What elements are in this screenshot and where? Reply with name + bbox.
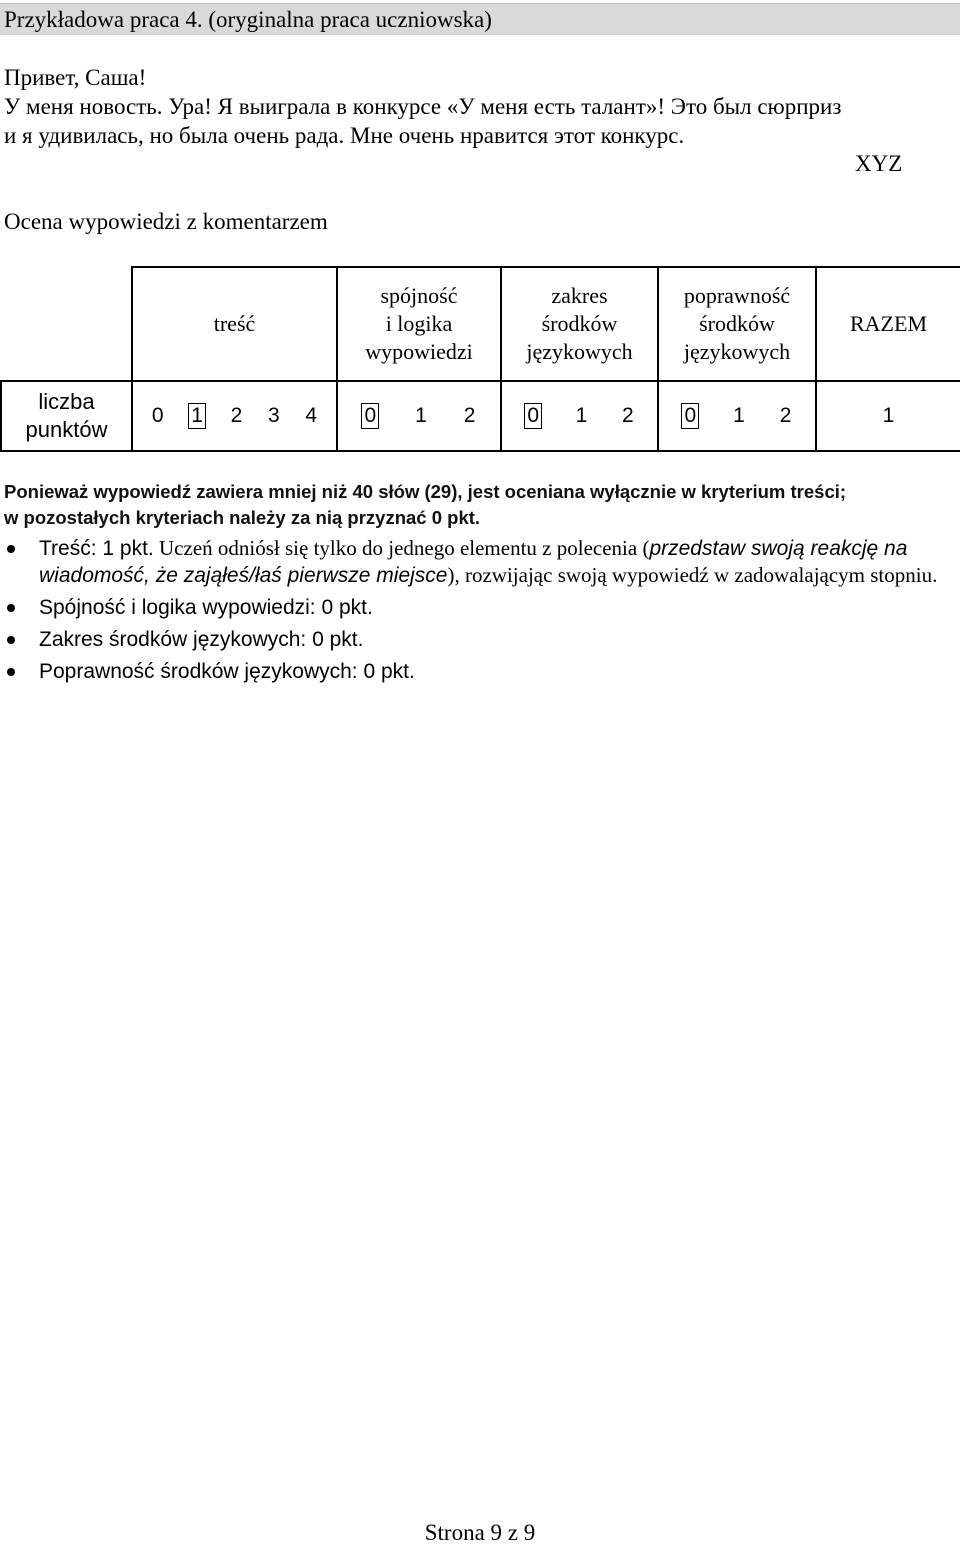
letter-line: и я удивилась, но была очень рада. Мне очень нравится этот конкурс. xyxy=(4,123,685,148)
criteria-item-range xyxy=(4,626,958,653)
criteria-prefix: Zakres środków językowych: 0 pkt. xyxy=(39,628,364,651)
comment-intro xyxy=(4,479,958,531)
score-option-selected: 1 xyxy=(188,403,206,429)
row-label-line: punktów xyxy=(25,417,108,442)
score-option: 2 xyxy=(463,404,476,427)
criteria-quote: przedstaw swoją reakcję na wiadomość, że zająłeś/łaś pierwsze miejsce xyxy=(39,537,908,587)
page-number: Strona 9 z 9 xyxy=(424,1520,536,1545)
score-option: 2 xyxy=(621,404,634,427)
criterion-label: treść xyxy=(213,311,256,336)
student-letter xyxy=(4,63,841,150)
page-title: Przykładowa praca 4. (oryginalna praca uczniowska) xyxy=(4,7,492,32)
total-header xyxy=(816,267,960,381)
criterion-label: środków xyxy=(699,311,775,336)
score-option-selected: 0 xyxy=(681,403,699,429)
score-option: 2 xyxy=(230,404,243,427)
criteria-item-content xyxy=(4,535,958,589)
bullet-icon xyxy=(7,668,15,676)
score-option: 1 xyxy=(575,404,588,427)
letter-line: У меня новость. Ура! Я выиграла в конкурсе «У меня есть талант»! Это был сюрприз xyxy=(4,94,842,119)
score-option-selected: 0 xyxy=(361,403,379,429)
score-options xyxy=(133,403,336,429)
criteria-prefix: Treść: 1 pkt. xyxy=(39,537,154,560)
row-label-points xyxy=(1,381,132,451)
criterion-label: językowych xyxy=(526,339,633,364)
criteria-item-coherence xyxy=(4,594,958,621)
assessment-comment xyxy=(4,479,958,690)
criterion-label: środków xyxy=(541,311,618,336)
criteria-prefix: Spójność i logika wypowiedzi: 0 pkt. xyxy=(39,596,373,619)
criterion-label: i logika xyxy=(385,311,453,336)
criteria-prefix: Poprawność środków językowych: 0 pkt. xyxy=(39,660,415,683)
letter-signature: XYZ xyxy=(855,151,903,176)
score-option: 1 xyxy=(733,404,745,427)
criteria-text: ), rozwijając swoją wypowiedź w zadowalającym stopniu. xyxy=(447,563,938,587)
score-cell-content xyxy=(132,381,337,451)
criteria-text: Uczeń odniósł się tylko do jednego elementu z polecenia ( xyxy=(153,536,650,560)
criterion-label: językowych xyxy=(683,339,791,364)
assessment-title: Ocena wypowiedzi z komentarzem xyxy=(4,209,328,234)
criterion-header-range xyxy=(501,267,658,381)
comment-intro-line: Ponieważ wypowiedź zawiera mniej niż 40 słów (29), jest oceniana wyłącznie w kryterium treści; xyxy=(4,481,847,502)
total-label: RAZEM xyxy=(850,311,927,336)
score-cell-coherence xyxy=(337,381,501,451)
score-table-points-row xyxy=(1,381,960,451)
criteria-list xyxy=(4,535,958,685)
total-value: 1 xyxy=(816,381,960,451)
score-option: 2 xyxy=(779,404,792,427)
header-bar xyxy=(0,3,960,35)
row-label-line: liczba xyxy=(38,389,95,414)
criterion-header-coherence xyxy=(337,267,501,381)
criterion-header-accuracy xyxy=(658,267,816,381)
score-cell-range xyxy=(501,381,658,451)
score-option: 1 xyxy=(415,404,427,427)
comment-intro-line: w pozostałych kryteriach należy za nią przyznać 0 pkt. xyxy=(4,507,481,528)
score-table-header-row xyxy=(1,267,960,381)
criterion-label: zakres xyxy=(551,283,608,308)
score-options xyxy=(659,403,815,429)
criterion-label: spójność xyxy=(380,283,458,308)
score-cell-accuracy xyxy=(658,381,816,451)
criterion-header-content xyxy=(132,267,337,381)
score-option: 3 xyxy=(268,404,280,427)
bullet-icon xyxy=(7,604,15,612)
bullet-icon xyxy=(7,545,15,553)
table-corner xyxy=(1,267,132,381)
score-options xyxy=(502,403,657,429)
criterion-label: wypowiedzi xyxy=(365,339,473,364)
score-option-selected: 0 xyxy=(524,403,542,429)
criterion-label: poprawność xyxy=(683,283,791,308)
score-table xyxy=(0,266,960,452)
score-option: 0 xyxy=(151,404,164,427)
score-option: 4 xyxy=(305,404,318,427)
score-options xyxy=(338,403,500,429)
letter-line: Привет, Саша! xyxy=(4,65,147,90)
criteria-item-accuracy xyxy=(4,658,958,685)
bullet-icon xyxy=(7,636,15,644)
